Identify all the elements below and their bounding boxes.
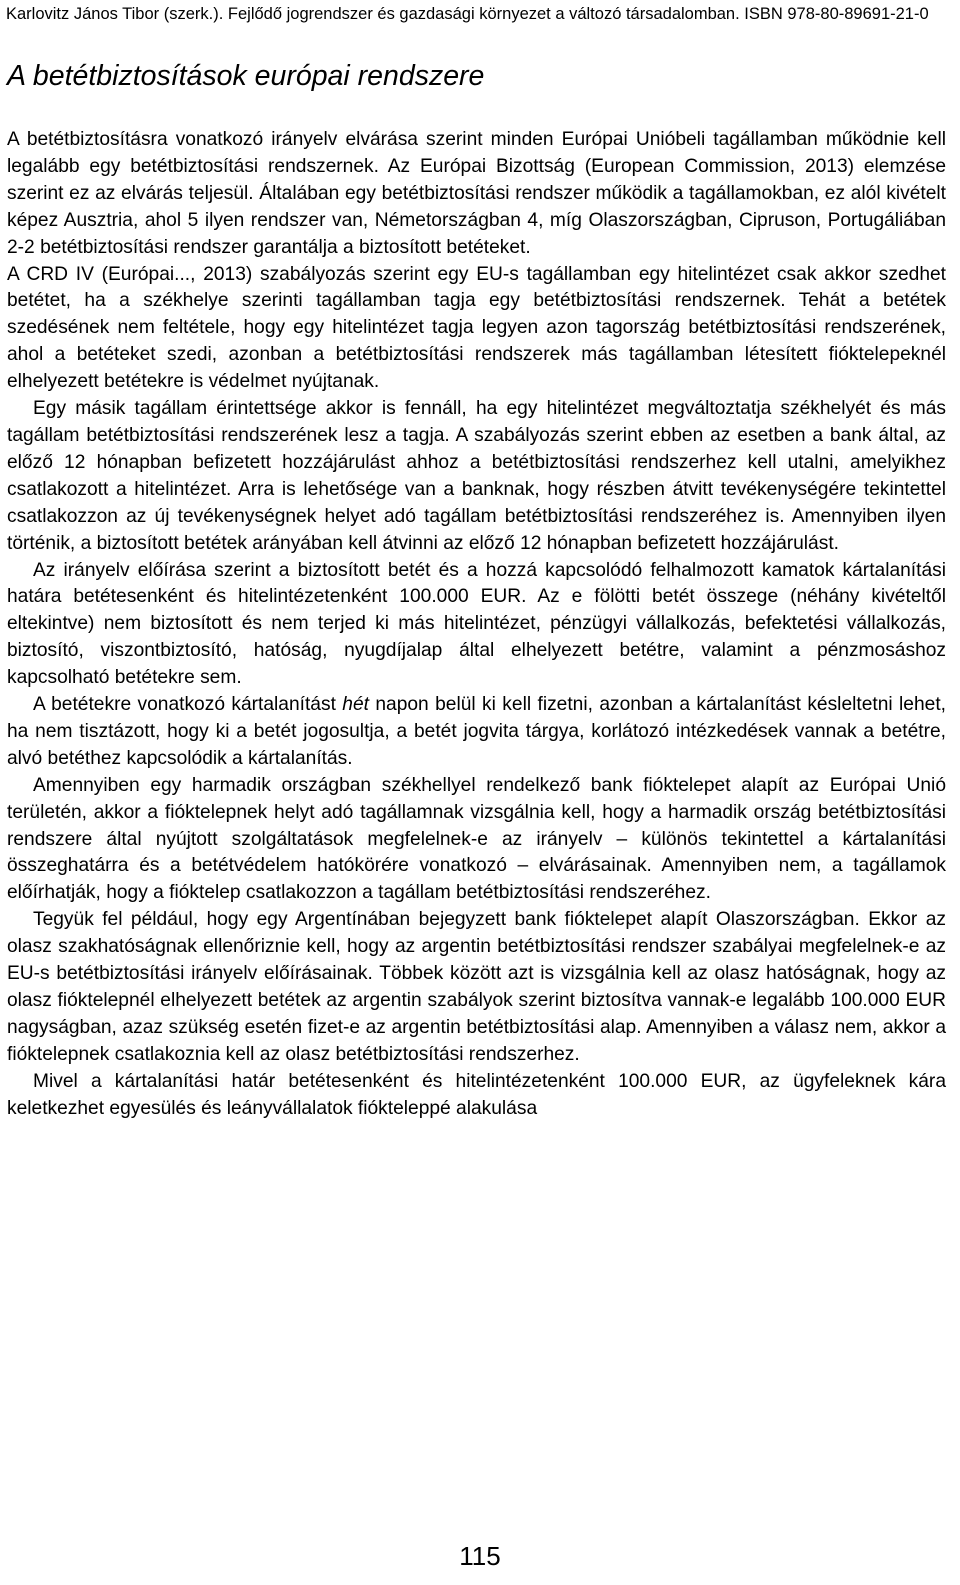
paragraph-text: Az irányelv előírása szerint a biztosított betét és a hozzá kapcsolódó felhalmozott kamatok kártalanítási határa betétesenként és hitelintézetenként 100.000 EUR. Az e fölötti betét összege (néhány kivételtől eltekintve) nem biztosított és nem terjed ki más hitelintézet, pénzügyi vállalkozás, befektetési vállalkozás, biztosító, viszontbiztosító, hatóság, nyugdíjalap által elhelyezett betétre, valamint a pénzmosáshoz kapcsolható betétekre sem. [7, 559, 946, 689]
section-heading: A betétbiztosítások európai rendszere [7, 60, 485, 92]
body-text [7, 127, 946, 1123]
paragraph [7, 692, 946, 773]
running-header: Karlovitz János Tibor (szerk.). Fejlődő jogrendszer és gazdasági környezet a változó társadalomban. ISBN 978-80-89691-21-0 [6, 5, 929, 23]
paragraph-text: Amennyiben egy harmadik országban székhellyel rendelkező bank fióktelepet alapít az Európai Unió területén, akkor a fióktelepnek helyt adó tagállamnak vizsgálnia kell, hogy a harmadik ország betétbiztosítási rendszere által nyújtott szolgáltatások megfelelnek-e az irányelv – különös tekintettel a kártalanítási összeghatárra és a betétvédelem hatókörére vonatkozó – elvárásainak. Amennyiben nem, a tagállamok előírhatják, hogy a fióktelep csatlakozzon a tagállam betétbiztosítási rendszeréhez. [7, 774, 946, 904]
page-number: 115 [459, 1541, 501, 1571]
paragraph-text: A CRD IV (Európai..., 2013) szabályozás szerint egy EU-s tagállamban egy hitelintézet csak akkor szedhet betétet, ha a székhelye szerinti tagállamban tagja egy betétbiztosítási rendszernek. Tehát a betétek szedésének nem feltétele, hogy egy hitelintézet tagja legyen azon tagország betétbiztosítási rendszerének, ahol a betéteket szedi, azonban a betétbiztosítási rendszerek más tagállamban létesített fióktelepeknél elhelyezett betétekre is védelmet nyújtanak. [7, 263, 946, 393]
paragraph [7, 262, 946, 397]
paragraph-text: A betétekre vonatkozó kártalanítást [33, 694, 343, 716]
paragraph-text: A betétbiztosításra vonatkozó irányelv elvárása szerint minden Európai Unióbeli tagállamban működnie kell legalább egy betétbiztosítási rendszernek. Az Európai Bizottság (European Commission, 2013) elemzése szerint ez az elvárás teljesül. Általában egy betétbiztosítási rendszer működik a tagállamokban, ez alól kivételt képez Ausztria, ahol 5 ilyen rendszer van, Németországban 4, míg Olaszországban, Cipruson, Portugáliában 2-2 betétbiztosítási rendszer garantálja a biztosított betéteket. [7, 129, 946, 258]
paragraph-text: Tegyük fel például, hogy egy Argentínában bejegyzett bank fióktelepet alapít Olaszországban. Ekkor az olasz szakhatóságnak ellenőriznie kell, hogy az argentin betétbiztosítási rendszer szabályai megfelelnek-e az EU-s betétbiztosítási irányelv előírásainak. Többek között azt is vizsgálnia kell az olasz hatóságnak, hogy az olasz fióktelepnél elhelyezett betétek az argentin szabályok szerint biztosítva vannak-e legalább 100.000 EUR nagyságban, azaz szükség esetén fizet-e az argentin betétbiztosítási alap. Amennyiben a válasz nem, akkor a fióktelepnek csatlakoznia kell az olasz betétbiztosítási rendszerhez. [7, 909, 946, 1065]
paragraph-text: napon belül ki kell fizetni, azonban a kártalanítást késleltetni lehet, ha nem tisztázott, hogy ki a betét jogosultja, a betét jogvita tárgya, korlátozó intézkedések vannak a betétre, alvó betéthez kapcsolódik a kártalanítás. [7, 694, 946, 769]
paragraph [7, 396, 946, 557]
paragraph-text: Mivel a kártalanítási határ betétesenként és hitelintézetenként 100.000 EUR, az ügyfeleknek kára keletkezhet egyesülés és leányvállalatok fiókteleppé alakulása [7, 1070, 946, 1119]
paragraph [7, 127, 946, 262]
paragraph [7, 773, 946, 908]
paragraph [7, 558, 946, 693]
paragraph [7, 1069, 946, 1123]
emphasized-word: hét [342, 694, 369, 716]
paragraph-text: Egy másik tagállam érintettsége akkor is fennáll, ha egy hitelintézet megváltoztatja székhelyét és más tagállam betétbiztosítási rendszerének lesz a tagja. A szabályozás szerint ebben az esetben a bank által, az előző 12 hónapban befizetett hozzájárulást ahhoz a betétbiztosítási rendszerhez kell utalni, amelyikhez csatlakozott a hitelintézet. Arra is lehetősége van a banknak, hogy részben átvitt tevékenységére tekintettel csatlakozzon az új tevékenységnek helyet adó tagállam betétbiztosítási rendszeréhez is. Amennyiben ilyen történik, a biztosított betétek arányában kell átvinni az előző 12 hónapban befizetett hozzájárulást. [7, 398, 946, 554]
paragraph [7, 907, 946, 1068]
